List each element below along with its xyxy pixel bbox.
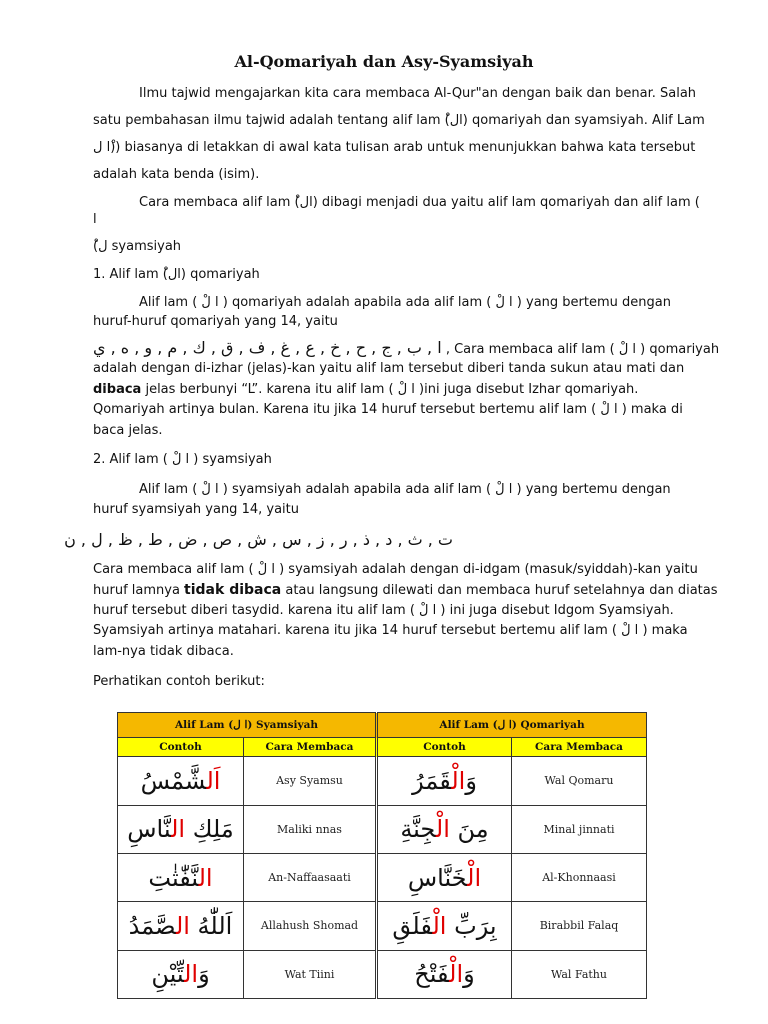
syamsiyah-heading: 2. Alif lam ( ا لْ ) syamsiyah xyxy=(93,452,272,467)
intro-line-2: satu pembahasan ilmu tajwid adalah tentang alif lam (ْال) qomariyah dan syamsiyah. Alif Lam xyxy=(93,113,705,128)
division-line-1: Cara membaca alif lam (ْال) dibagi menjadi dua yaitu alif lam qomariyah dan alif lam ( xyxy=(139,195,700,210)
syamsiyah-read-1: Cara membaca alif lam ( ا لْ ) syamsiyah adalah dengan di-idgam (masuk/syiddah)-kan yaitu xyxy=(93,562,698,577)
qomariyah-table-header: Alif Lam (ا ل) Qomariyah xyxy=(377,713,647,738)
syam-al: ال xyxy=(198,863,213,892)
qom-example xyxy=(377,902,512,950)
qom-reading: Al-Khonnaasi xyxy=(512,853,647,901)
qomariyah-letters-line xyxy=(93,338,720,359)
syam-example xyxy=(118,902,244,950)
table-row xyxy=(118,853,647,901)
qomariyah-read-3 xyxy=(93,381,675,399)
division-line-2: ا xyxy=(93,212,97,227)
qom-prefix: مِنَ xyxy=(449,815,489,844)
syam-reading: Maliki nnas xyxy=(244,805,377,853)
qom-al: الْ xyxy=(449,960,464,989)
syam-al: ال xyxy=(171,815,186,844)
bold-tidak-dibaca: tidak dibaca xyxy=(184,582,282,598)
syam-reading: Asy Syamsu xyxy=(244,757,377,805)
syam-example xyxy=(118,757,244,805)
qomariyah-read-5: baca jelas. xyxy=(93,423,163,438)
syamsiyah-read-3: huruf tersebut diberi tasydid. karena itu alif lam ( ا لْ ) ini juga disebut Idgom Syamsiyah. xyxy=(93,603,674,618)
page-title: Al-Qomariyah dan Asy-Syamsiyah xyxy=(234,52,534,71)
col-header-cara-qom: Cara Membaca xyxy=(512,738,647,757)
syamsiyah-letters: ت , ث , د , ذ , ر , ز , س , ش , ص , ض , ط , ظ , ل , ن xyxy=(64,530,453,549)
syamsiyah-def-2: huruf syamsiyah yang 14, yaitu xyxy=(93,502,299,517)
qom-reading: Minal jinnati xyxy=(512,805,647,853)
qomariyah-read-3-text: jelas berbunyi “L”. karena itu alif lam ( ا لْ )ini juga disebut Izhar qomariyah. xyxy=(141,382,639,397)
col-header-contoh-qom: Contoh xyxy=(377,738,512,757)
syamsiyah-def-1: Alif lam ( ا لْ ) syamsiyah adalah apabila ada alif lam ( ا لْ ) yang bertemu dengan xyxy=(139,482,671,497)
qomariyah-letters: ا , ب , ج , ح , خ , ع , غ , ف , ق , ك , م , و , ه , ي xyxy=(93,338,442,357)
syam-example xyxy=(118,805,244,853)
example-intro: Perhatikan contoh berikut: xyxy=(93,674,265,689)
table-row xyxy=(118,805,647,853)
qom-example xyxy=(377,950,512,998)
syamsiyah-read-2 xyxy=(93,581,718,600)
syam-rest: تِّيْنِ xyxy=(151,960,185,989)
syam-reading: Wat Tiini xyxy=(244,950,377,998)
syam-reading: An-Naffaasaati xyxy=(244,853,377,901)
intro-line-3: ا ل)ْ) biasanya di letakkan di awal kata tulisan arab untuk menunjukkan bahwa kata tersebut xyxy=(93,140,696,155)
syamsiyah-read-5: lam-nya tidak dibaca. xyxy=(93,644,234,659)
qomariyah-def-1: Alif lam ( ا لْ ) qomariyah adalah apabila ada alif lam ( ا لْ ) yang bertemu dengan xyxy=(139,295,671,310)
qom-prefix: بِرَبِّ xyxy=(446,911,497,940)
syam-rest: شَّمْسُ xyxy=(140,766,207,795)
qom-rest: قَمَرُ xyxy=(412,766,452,795)
syam-prefix: وَ xyxy=(198,960,210,989)
qom-rest: فَلَقِ xyxy=(392,911,433,940)
qom-rest: فَتْحُ xyxy=(414,960,450,989)
syam-al: ال xyxy=(175,911,190,940)
syam-rest: صَّمَدُ xyxy=(128,911,176,940)
table-row xyxy=(118,757,647,805)
syam-prefix: مَلِكِ xyxy=(185,815,234,844)
qom-example xyxy=(377,853,512,901)
syamsiyah-letters-line xyxy=(64,530,675,551)
qomariyah-read-1: , Cara membaca alif lam ( ا لْ ) qomariyah xyxy=(445,342,720,357)
qomariyah-read-2: adalah dengan di-izhar (jelas)-kan yaitu alif lam tersebut diberi tanda sukun atau mati dan xyxy=(93,361,685,376)
table-row xyxy=(118,902,647,950)
qom-reading: Wal Fathu xyxy=(512,950,647,998)
qom-prefix: وَ xyxy=(465,766,477,795)
division-line-3: ْ(ل syamsiyah xyxy=(93,239,182,254)
intro-line-1: Ilmu tajwid mengajarkan kita cara membaca Al-Qur"an dengan baik dan benar. Salah xyxy=(139,86,697,101)
syamsiyah-table-header: Alif Lam (ا ل) Syamsiyah xyxy=(118,713,377,738)
syam-example xyxy=(118,950,244,998)
syamsiyah-read-4: Syamsiyah artinya matahari. karena itu jika 14 huruf tersebut bertemu alif lam ( ا لْ ) maka xyxy=(93,623,688,638)
syam-al: ال xyxy=(184,960,199,989)
qomariyah-read-4: Qomariyah artinya bulan. Karena itu jika 14 huruf tersebut bertemu alif lam ( ا لْ ) maka di xyxy=(93,402,683,417)
qomariyah-def-2: huruf-huruf qomariyah yang 14, yaitu xyxy=(93,314,338,329)
qom-al: الْ xyxy=(435,815,450,844)
table-row xyxy=(118,950,647,998)
syamsiyah-read-2a: huruf lamnya xyxy=(93,583,185,598)
qom-prefix: وَ xyxy=(463,960,475,989)
syam-rest: نَّاسِ xyxy=(127,815,172,844)
qom-reading: Birabbil Falaq xyxy=(512,902,647,950)
col-header-cara-syam: Cara Membaca xyxy=(244,738,377,757)
syam-al: اَل xyxy=(206,766,221,795)
qom-al: الْ xyxy=(451,766,466,795)
qom-al: الْ xyxy=(467,863,482,892)
qom-rest: جِنَّةِ xyxy=(400,815,436,844)
qomariyah-heading: 1. Alif lam (ْال) qomariyah xyxy=(93,267,260,282)
intro-line-4: adalah kata benda (isim). xyxy=(93,167,260,182)
qom-example xyxy=(377,805,512,853)
syam-prefix: اَللّٰهُ xyxy=(189,911,233,940)
col-header-contoh-syam: Contoh xyxy=(118,738,244,757)
qom-reading: Wal Qomaru xyxy=(512,757,647,805)
syam-example xyxy=(118,853,244,901)
qom-rest: خَنَّاسِ xyxy=(407,863,468,892)
bold-dibaca: dibaca xyxy=(93,382,142,397)
syamsiyah-read-2b: atau langsung dilewati dan membaca huruf setelahnya dan diatas xyxy=(281,583,718,598)
examples-table xyxy=(117,712,646,999)
qom-example xyxy=(377,757,512,805)
syam-reading: Allahush Shomad xyxy=(244,902,377,950)
qom-al: الْ xyxy=(432,911,447,940)
syam-rest: نَّفّٰثٰتِ xyxy=(148,863,199,892)
